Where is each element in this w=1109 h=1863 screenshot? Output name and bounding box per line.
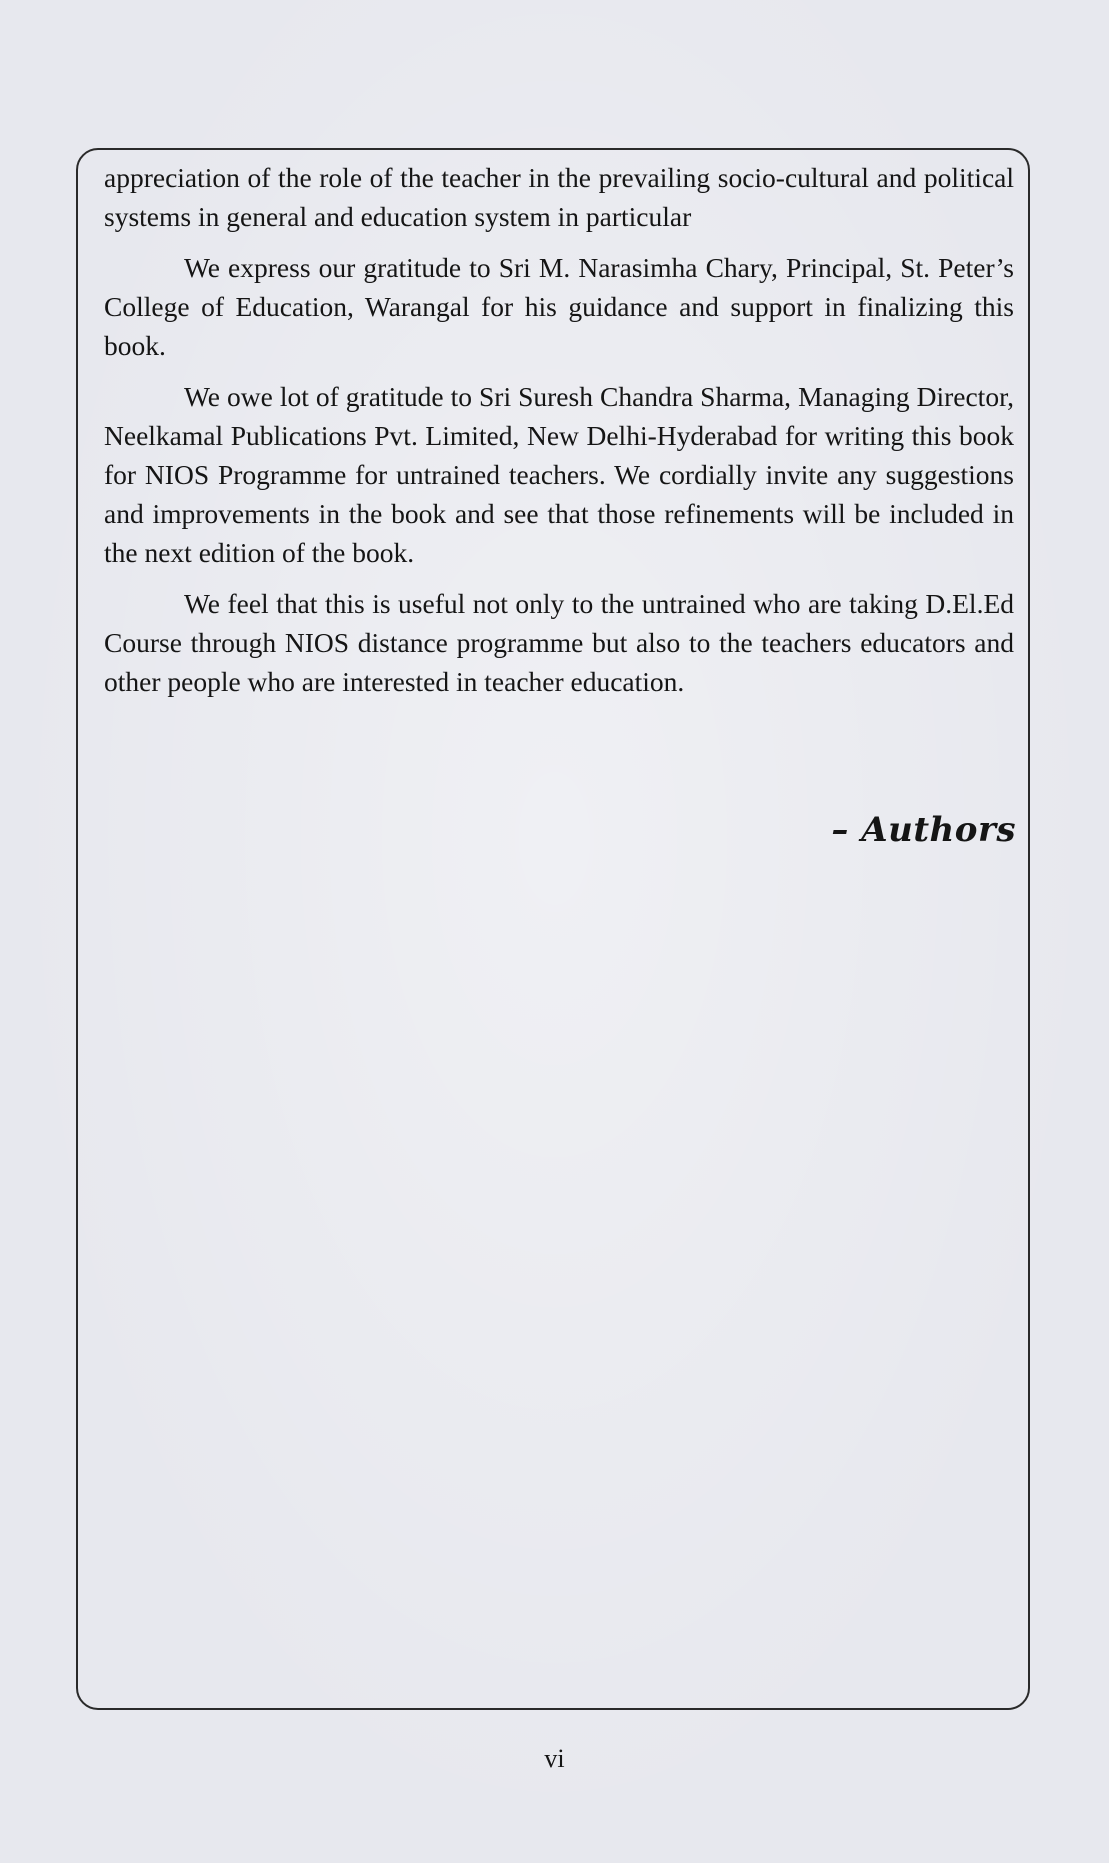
- paragraph-gratitude-principal: We express our gratitude to Sri M. Narasimha Chary, Principal, St. Peter’s College of Education, Warangal for his guidance and support in finalizing this book.: [104, 252, 1014, 361]
- authors-signature: – Authors: [831, 810, 1016, 850]
- paragraph-usefulness: We feel that this is useful not only to the untrained who are taking D.El.Ed Course through NIOS distance programme but also to the teachers educators and other people who are interested in teacher education.: [104, 588, 1014, 697]
- preface-text-block: [104, 158, 1014, 713]
- paragraph-continuation: appreciation of the role of the teacher in the prevailing socio-cultural and political systems in general and education system in particular: [104, 162, 1014, 232]
- page-number: vi: [544, 1744, 565, 1773]
- paragraph-gratitude-publisher: We owe lot of gratitude to Sri Suresh Chandra Sharma, Managing Director, Neelkamal Publications Pvt. Limited, New Delhi-Hyderabad for writing this book for NIOS Programme for untrained teachers. We cordially invite any suggestions and improvements in the book and see that those refinements will be included in the next edition of the book.: [104, 381, 1014, 568]
